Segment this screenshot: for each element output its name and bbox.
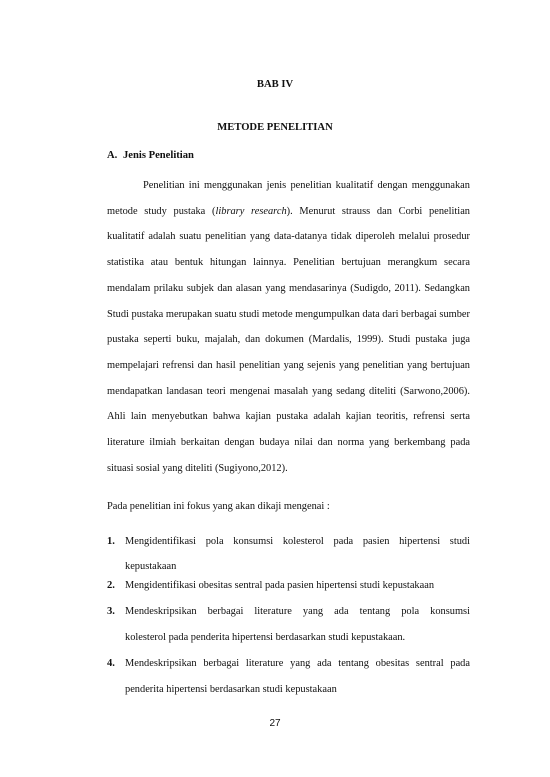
list-item-text: Mendeskripsikan berbagai literature yang ada tentang obesitas sentral pada [125,658,470,669]
chapter-heading: BAB IV [256,79,294,90]
list-item-number: 3. [107,606,115,617]
paragraph-text-1: Penelitian ini menggunakan jenis penelitian kualitatif dengan menggunakan metode study pustaka ( [107,180,470,217]
paragraph-italic-term: library research [215,205,287,217]
list-item-text: Mendeskripsikan berbagai literature yang ada tentang pola konsumsi [125,606,470,617]
focus-intro: Pada penelitian ini fokus yang akan dikaji mengenai : [107,501,330,512]
list-item-number: 1. [107,536,115,547]
list-item-text-continued: kepustakaan [125,561,177,572]
list-item-text-continued: penderita hipertensi berdasarkan studi kepustakaan [125,684,337,695]
section-title: Jenis Penelitian [123,150,194,161]
list-item-text: Mengidentifikasi pola konsumsi kolesterol pada pasien hipertensi studi [125,536,470,547]
list-item-number: 4. [107,658,115,669]
paragraph-text-2: ). Menurut strauss dan Corbi penelitian kualitatif adalah suatu penelitian yang data-datanya tidak diperoleh melalui prosedur statistika atau bentuk hitungan lainnya. Penelitian bertujuan merangkum secara mendalam prilaku subjek dan alasan yang mendasarinya (Sudigdo, 2011). Sedangkan Studi pustaka merupakan suatu studi metode mengumpulkan data dari berbagai sumber pustaka seperti buku, majalah, dan dokumen (Mardalis, 1999). Studi pustaka juga mempelajari refrensi dan hasil penelitian yang sejenis yang penelitian yang bertujuan mendapatkan landasan teori mengenai masalah yang sedang diteliti (Sarwono,2006). Ahli lain menyebutkan bahwa kajian pustaka adalah kajian teoritis, refrensi serta literature ilmiah berkaitan dengan budaya nilai dan norma yang berkembang pada situasi sosial yang diteliti (Sugiyono,2012). [107,205,471,474]
list-item-text-continued: kolesterol pada penderita hipertensi berdasarkan studi kepustakaan. [125,632,406,643]
body-paragraph [107,173,470,481]
section-heading [107,150,194,161]
section-number: A. [107,150,118,161]
chapter-title: METODE PENELITIAN [217,122,333,133]
list-item-text: Mengidentifikasi obesitas sentral pada pasien hipertensi studi kepustakaan [125,580,435,591]
list-item-number: 2. [107,580,115,591]
page-number: 27 [269,718,281,729]
